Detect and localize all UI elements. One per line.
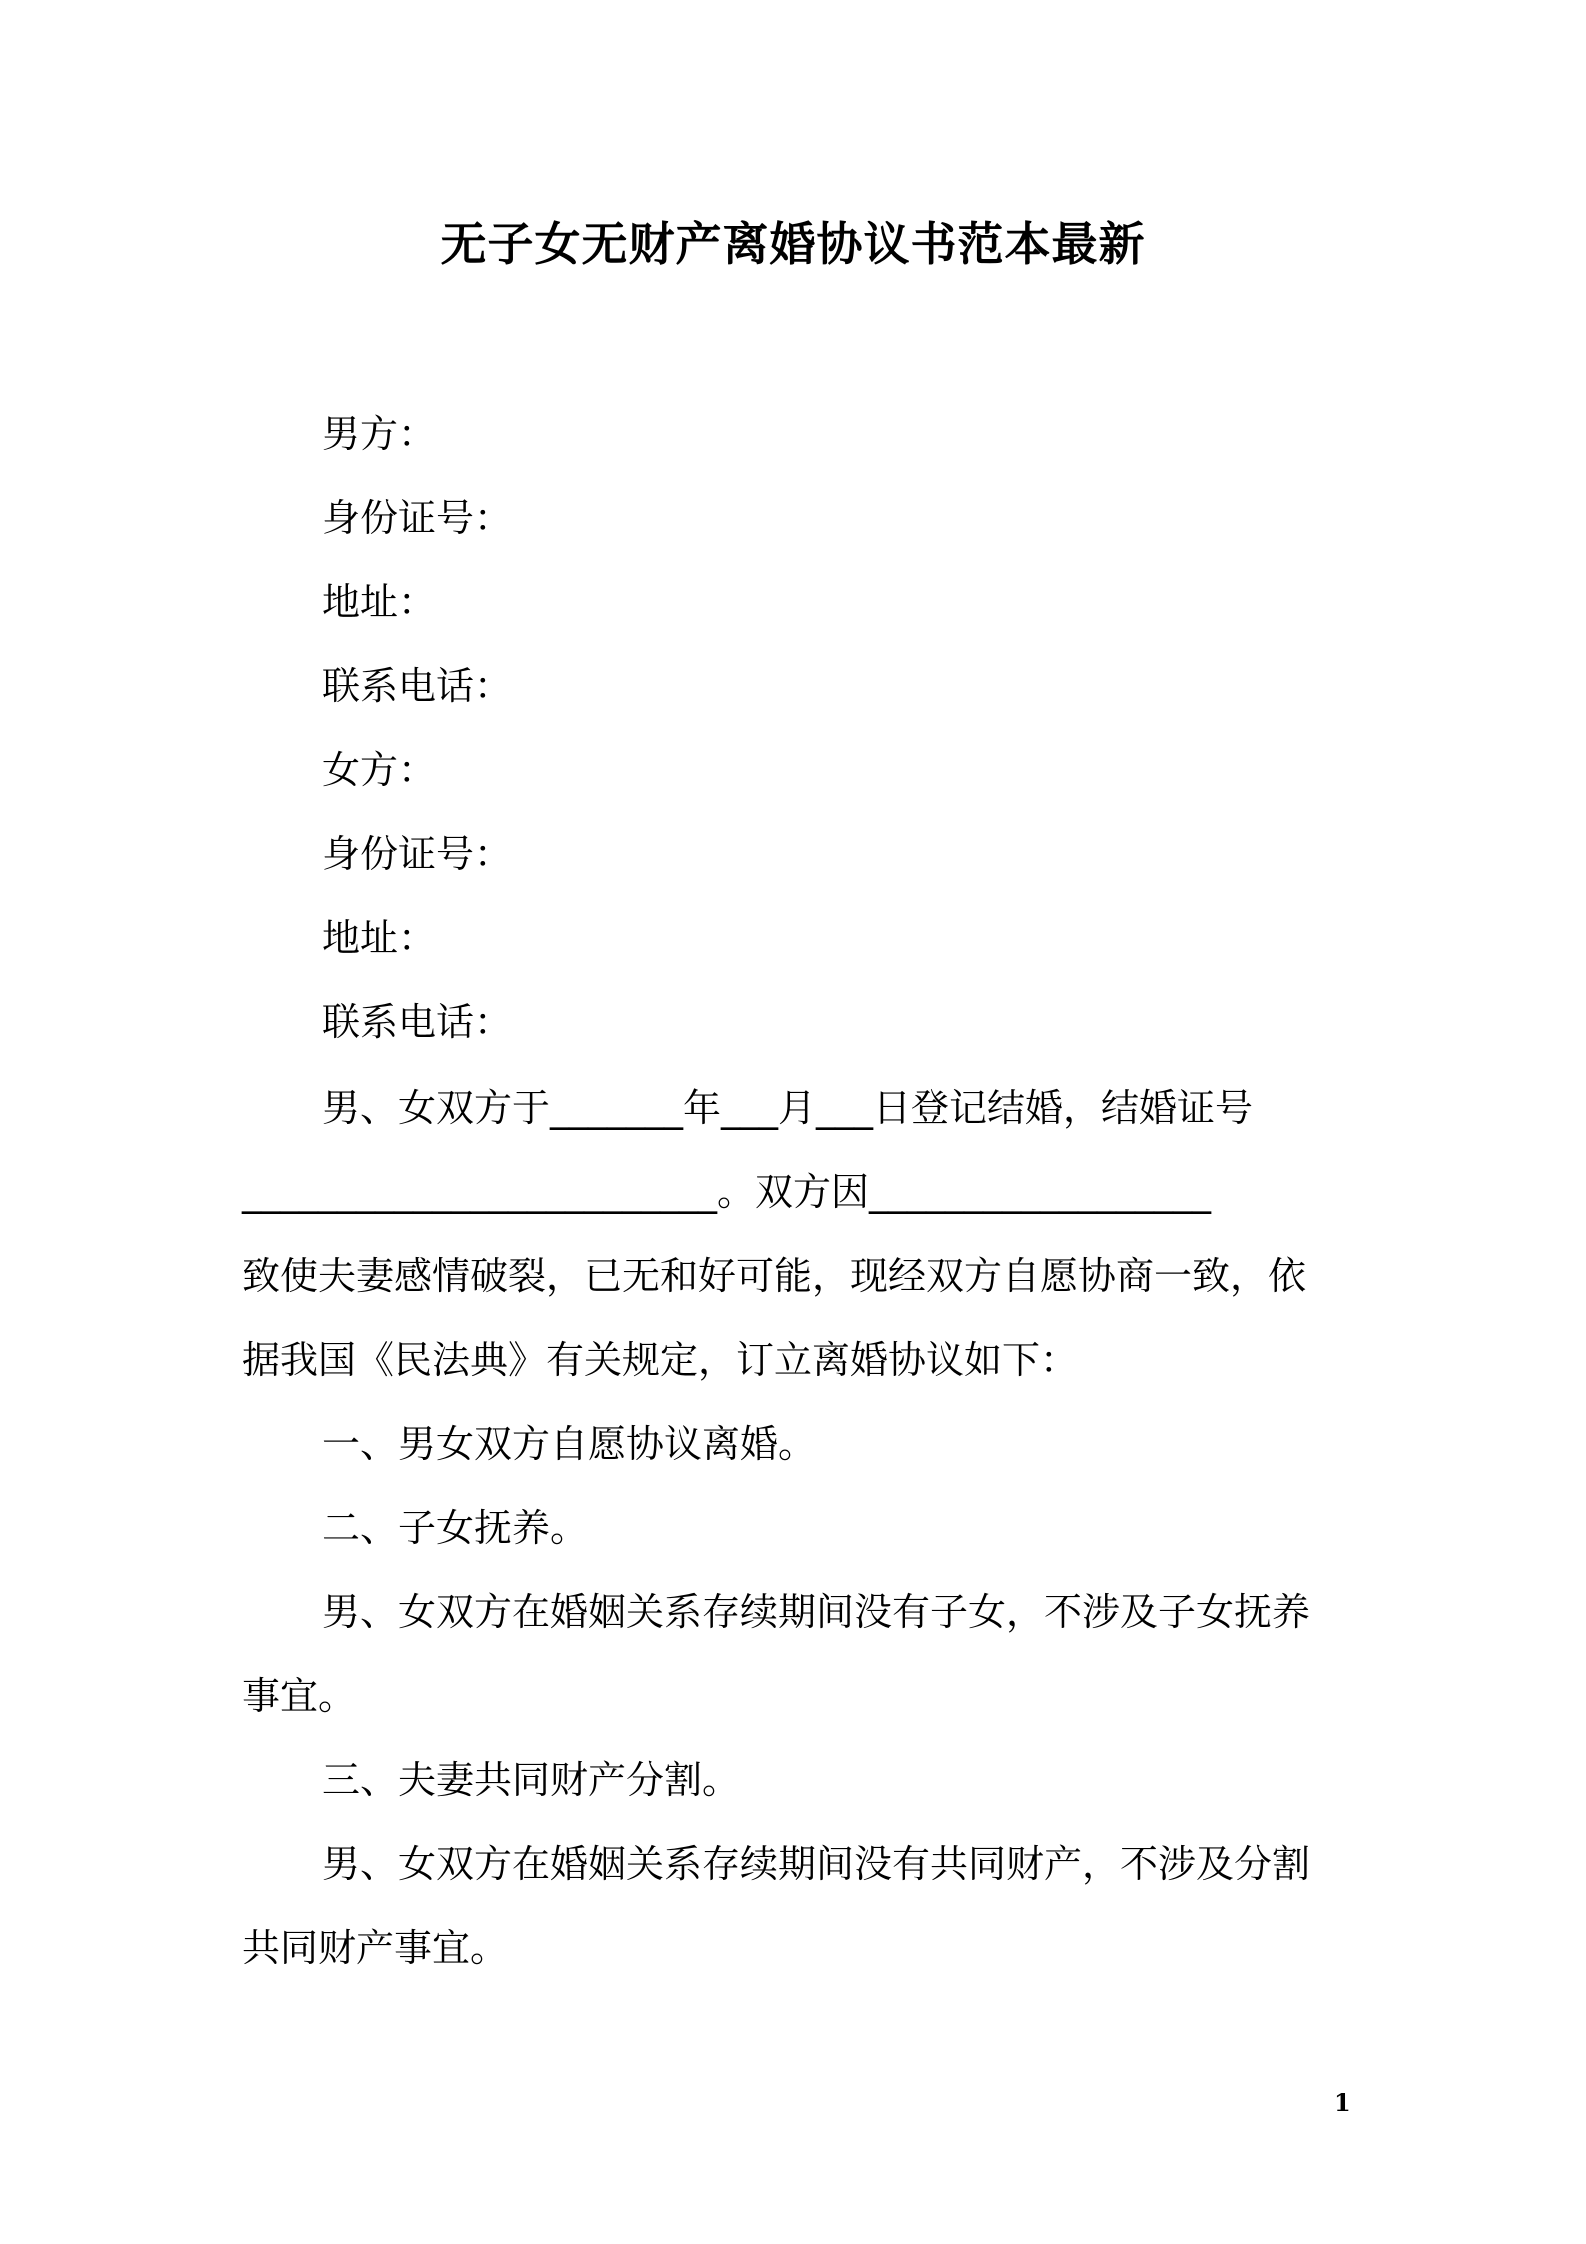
female-address-label: 地址： <box>322 916 437 960</box>
intro-line-3: 致使夫妻感情破裂，已无和好可能，现经双方自愿协商一致，依 <box>242 1254 1307 1298</box>
female-id-label: 身份证号： <box>322 832 513 876</box>
female-label: 女方： <box>322 748 437 792</box>
document-title: 无子女无财产离婚协议书范本最新 <box>440 217 1146 271</box>
clause-2-text-line-1: 男、女双方在婚姻关系存续期间没有子女，不涉及子女抚养 <box>322 1590 1311 1634</box>
intro-line-2: _________________________。双方因__________________ <box>242 1170 1212 1214</box>
intro-line-4: 据我国《民法典》有关规定，订立离婚协议如下： <box>242 1338 1079 1382</box>
female-phone-label: 联系电话： <box>322 1000 513 1044</box>
clause-3-heading: 三、夫妻共同财产分割。 <box>322 1758 741 1802</box>
male-address-label: 地址： <box>322 580 437 624</box>
male-id-label: 身份证号： <box>322 496 513 540</box>
clause-2-heading: 二、子女抚养。 <box>322 1506 589 1550</box>
clause-3-text-line-1: 男、女双方在婚姻关系存续期间没有共同财产，不涉及分割 <box>322 1842 1311 1886</box>
clause-3-text-line-2: 共同财产事宜。 <box>242 1926 509 1970</box>
clause-2-text-line-2: 事宜。 <box>242 1674 357 1718</box>
page-number: 1 <box>1334 2088 1351 2117</box>
male-label: 男方： <box>322 412 437 456</box>
clause-1-heading: 一、男女双方自愿协议离婚。 <box>322 1422 817 1466</box>
male-phone-label: 联系电话： <box>322 664 513 708</box>
intro-line-1: 男、女双方于_______年___月___日登记结婚，结婚证号 <box>322 1086 1254 1130</box>
